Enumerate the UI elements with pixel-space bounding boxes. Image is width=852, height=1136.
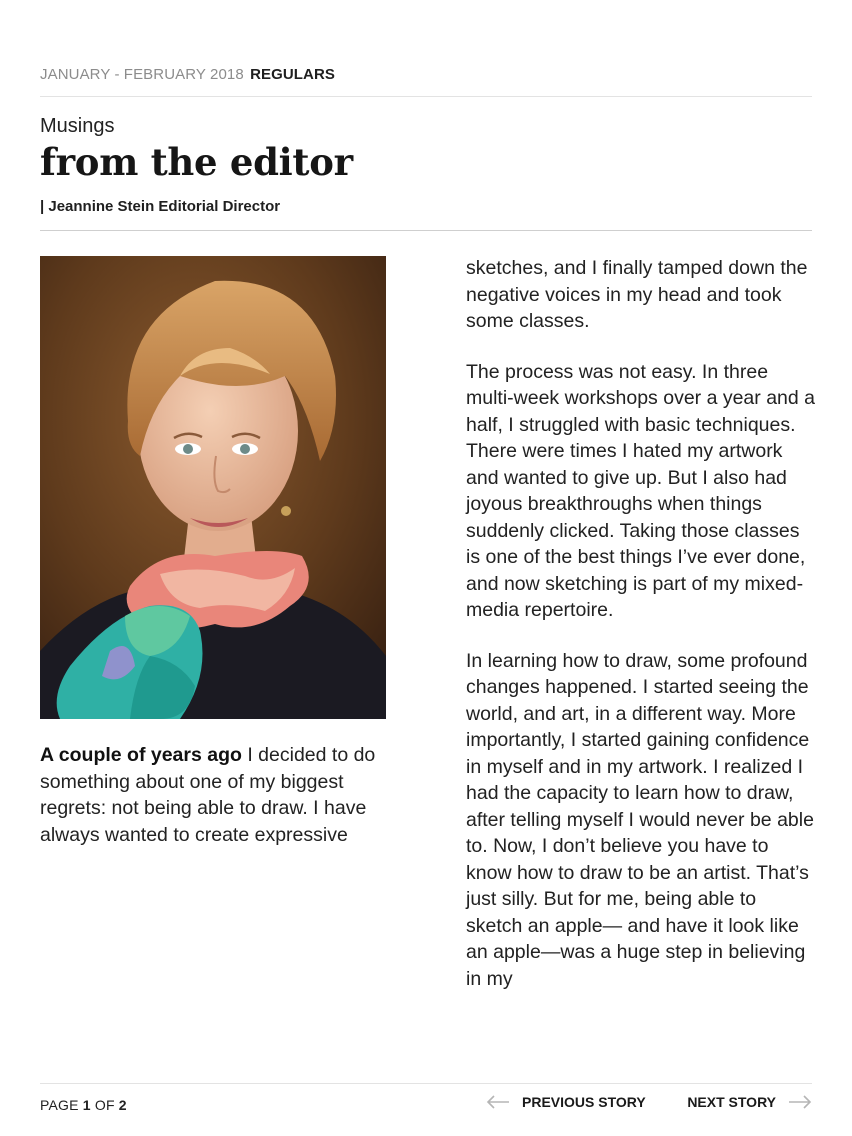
article-byline: | Jeannine Stein Editorial Director — [40, 198, 812, 231]
article-kicker: Musings — [40, 115, 115, 137]
section-label[interactable]: REGULARS — [250, 66, 336, 83]
article-intro — [40, 742, 380, 848]
article-lead-phrase: A couple of years ago — [40, 744, 242, 766]
article-paragraph: sketches, and I finally tamped down the negative voices in my head and took some classes. — [466, 257, 808, 332]
previous-story-button[interactable] — [486, 1094, 646, 1110]
article-paragraph: In learning how to draw, some profound changes happened. I started seeing the world, and art, in a different way. More importantly, I started gaining confidence in myself and in my artwork. I realized I had the capacity to learn how to draw, after telling myself I would never be able to. Now, I don’t believe you have to know how to draw to be an artist. That’s just silly. But for me, being able to sketch an apple— and have it look like an apple—was a huge step in believing in my — [466, 649, 814, 990]
arrow-left-icon — [486, 1095, 510, 1109]
editor-portrait-photo — [40, 256, 386, 719]
article-body-column — [466, 255, 816, 1016]
issue-bar — [40, 66, 812, 97]
page-of: OF — [94, 1097, 115, 1113]
article-footer — [40, 1083, 812, 1124]
article-paragraph: The process was not easy. In three multi-week workshops over a year and a half, I struggled with basic techniques. There were times I hated my artwork and wanted to give up. But I also had joyous breakthroughs when things suddenly clicked. Taking those classes is one of the best things I’ve ever done, and now sketching is part of my mixed-media repertoire. — [466, 360, 815, 621]
page-indicator — [40, 1097, 127, 1113]
article-lead-text: I decided to do something about one of my biggest regrets: not being able to draw. I have always wanted to create expressive — [40, 744, 376, 846]
page-total: 2 — [118, 1097, 127, 1113]
issue-date: JANUARY - FEBRUARY 2018 — [40, 66, 244, 83]
page-label: PAGE — [40, 1097, 79, 1113]
next-story-button[interactable] — [687, 1094, 812, 1110]
arrow-right-icon — [788, 1095, 812, 1109]
page-current: 1 — [82, 1097, 91, 1113]
next-story-label: NEXT STORY — [687, 1094, 776, 1110]
article-title: from the editor — [40, 140, 353, 184]
previous-story-label: PREVIOUS STORY — [522, 1094, 646, 1110]
